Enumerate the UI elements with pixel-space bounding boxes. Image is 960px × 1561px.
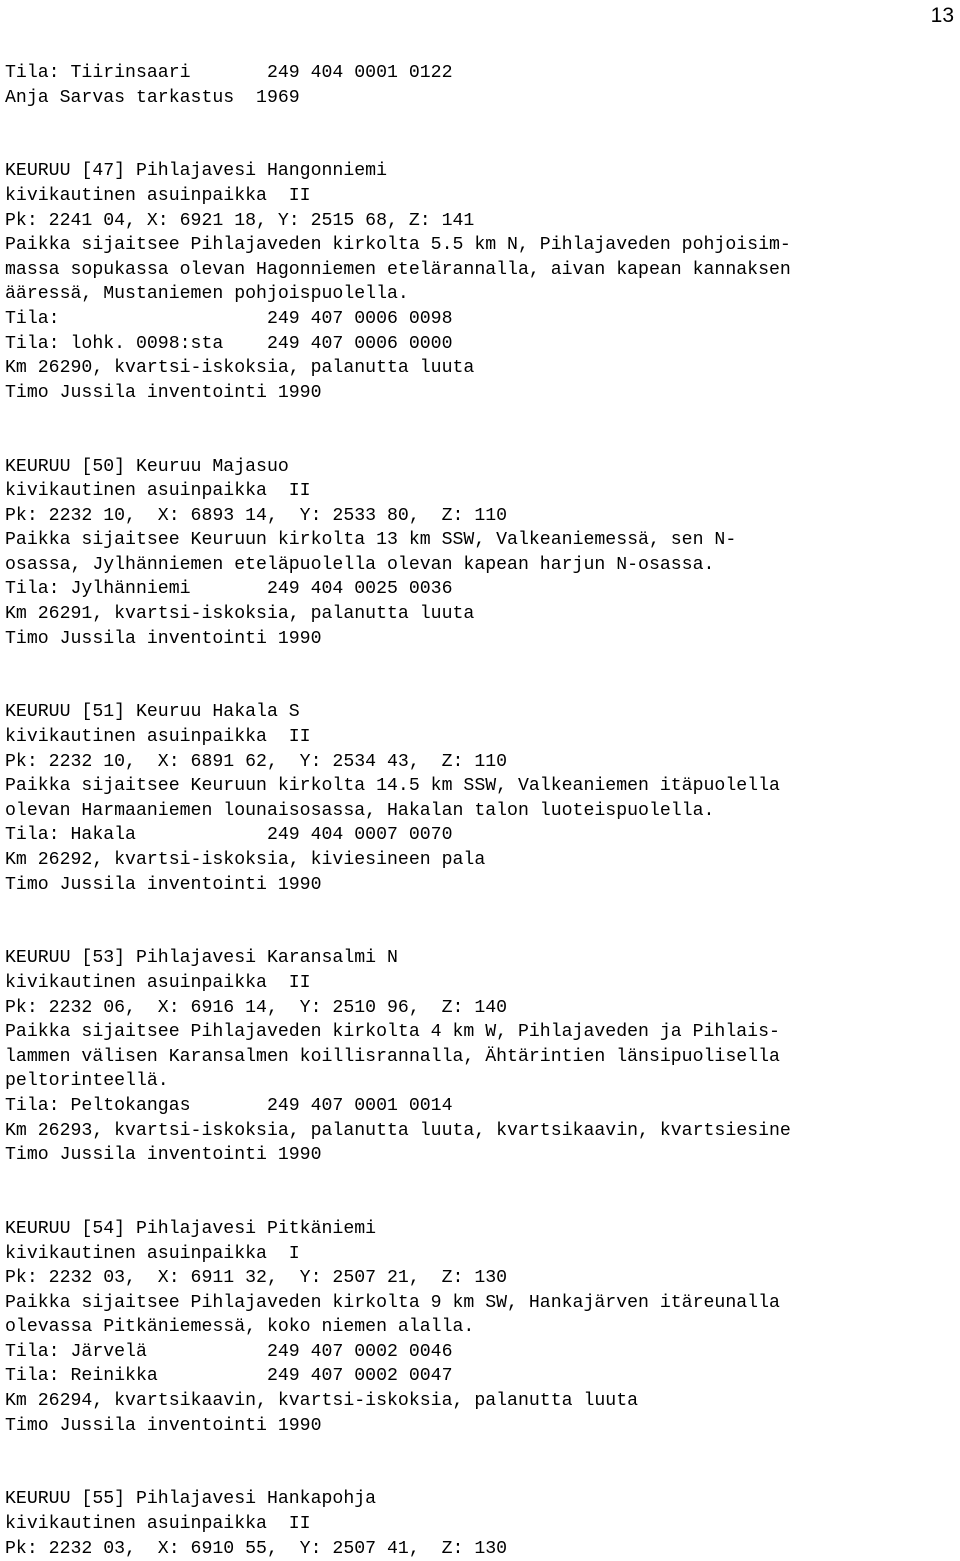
entry-type: kivikautinen asuinpaikka I: [5, 1243, 300, 1264]
entry-title: KEURUU [51] Keuruu Hakala S: [5, 702, 300, 723]
entry-property: Tila: Peltokangas 249 407 0001 0014: [5, 1095, 453, 1116]
entry-property: Tila: Järvelä 249 407 0002 0046: [5, 1341, 453, 1362]
entry-property: Tila: Reinikka 249 407 0002 0047: [5, 1366, 453, 1387]
entry-location: lammen välisen Karansalmen koillisrannalla, Ähtärintien länsipuolisella: [5, 1046, 780, 1067]
entry-location: Paikka sijaitsee Keuruun kirkolta 13 km SSW, Valkeaniemessä, sen N-: [5, 530, 737, 551]
entry-inventory: Timo Jussila inventointi 1990: [5, 382, 322, 403]
entry-location: massa sopukassa olevan Hagonniemen etelärannalla, aivan kapean kannaksen: [5, 259, 791, 280]
entry-property: Tila: Jylhänniemi 249 404 0025 0036: [5, 579, 453, 600]
entry-location: Paikka sijaitsee Keuruun kirkolta 14.5 km SSW, Valkeaniemen itäpuolella: [5, 776, 780, 797]
entry-finds: Km 26294, kvartsikaavin, kvartsi-iskoksia, palanutta luuta: [5, 1391, 639, 1412]
entry-title: KEURUU [53] Pihlajavesi Karansalmi N: [5, 948, 398, 969]
entry-coordinates: Pk: 2232 10, X: 6893 14, Y: 2533 80, Z: 110: [5, 505, 508, 526]
entry-inventory: Timo Jussila inventointi 1990: [5, 1415, 322, 1436]
entry-title: KEURUU [47] Pihlajavesi Hangonniemi: [5, 161, 387, 182]
entry-type: kivikautinen asuinpaikka II: [5, 972, 311, 993]
header-block: [5, 61, 955, 110]
entry-keuruu-51: [5, 700, 955, 897]
entry-keuruu-50: [5, 455, 955, 652]
entry-title: KEURUU [50] Keuruu Majasuo: [5, 456, 289, 477]
entry-title: KEURUU [54] Pihlajavesi Pitkäniemi: [5, 1218, 377, 1239]
entry-coordinates: Pk: 2232 10, X: 6891 62, Y: 2534 43, Z: 110: [5, 751, 508, 772]
entry-keuruu-55: [5, 1487, 955, 1561]
entry-finds: Km 26290, kvartsi-iskoksia, palanutta luuta: [5, 358, 475, 379]
entry-location: osassa, Jylhänniemen eteläpuolella olevan kapean harjun N-osassa.: [5, 554, 715, 575]
entry-location: ääressä, Mustaniemen pohjoispuolella.: [5, 284, 409, 305]
entry-inventory: Timo Jussila inventointi 1990: [5, 1145, 322, 1166]
entry-coordinates: Pk: 2241 04, X: 6921 18, Y: 2515 68, Z: 141: [5, 210, 475, 231]
entry-finds: Km 26293, kvartsi-iskoksia, palanutta luuta, kvartsikaavin, kvartsiesine: [5, 1120, 791, 1141]
entry-location: Paikka sijaitsee Pihlajaveden kirkolta 5.5 km N, Pihlajaveden pohjoisim-: [5, 235, 791, 256]
entry-finds: Km 26292, kvartsi-iskoksia, kiviesineen pala: [5, 850, 486, 870]
page-number: 13: [930, 4, 954, 27]
entry-type: kivikautinen asuinpaikka II: [5, 185, 311, 206]
entry-location: Paikka sijaitsee Pihlajaveden kirkolta 4 km W, Pihlajaveden ja Pihlais-: [5, 1022, 780, 1043]
header-line: Tila: Tiirinsaari 249 404 0001 0122: [5, 63, 453, 83]
entry-keuruu-47: [5, 159, 955, 405]
entry-title: KEURUU [55] Pihlajavesi Hankapohja: [5, 1489, 377, 1510]
entry-property: Tila: Hakala 249 404 0007 0070: [5, 825, 453, 846]
entry-coordinates: Pk: 2232 03, X: 6910 55, Y: 2507 41, Z: 130: [5, 1538, 508, 1559]
document-body: [5, 61, 955, 1561]
entry-property: Tila: 249 407 0006 0098: [5, 308, 453, 329]
entry-finds: Km 26291, kvartsi-iskoksia, palanutta luuta: [5, 604, 475, 625]
header-line: Anja Sarvas tarkastus 1969: [5, 87, 300, 108]
entry-inventory: Timo Jussila inventointi 1990: [5, 874, 322, 895]
entry-keuruu-53: [5, 946, 955, 1167]
entry-location: Paikka sijaitsee Pihlajaveden kirkolta 9 km SW, Hankajärven itäreunalla: [5, 1292, 780, 1313]
entry-type: kivikautinen asuinpaikka II: [5, 481, 311, 502]
entry-location: olevassa Pitkäniemessä, koko niemen alalla.: [5, 1317, 475, 1338]
entry-inventory: Timo Jussila inventointi 1990: [5, 628, 322, 649]
entry-type: kivikautinen asuinpaikka II: [5, 727, 311, 748]
entry-keuruu-54: [5, 1217, 955, 1438]
entry-coordinates: Pk: 2232 03, X: 6911 32, Y: 2507 21, Z: 130: [5, 1268, 508, 1289]
entry-property: Tila: lohk. 0098:sta 249 407 0006 0000: [5, 333, 453, 354]
entry-coordinates: Pk: 2232 06, X: 6916 14, Y: 2510 96, Z: 140: [5, 997, 508, 1018]
entry-location: olevan Harmaaniemen lounaisosassa, Hakalan talon luoteispuolella.: [5, 800, 715, 821]
entry-location: peltorinteellä.: [5, 1071, 169, 1092]
entry-type: kivikautinen asuinpaikka II: [5, 1514, 311, 1535]
